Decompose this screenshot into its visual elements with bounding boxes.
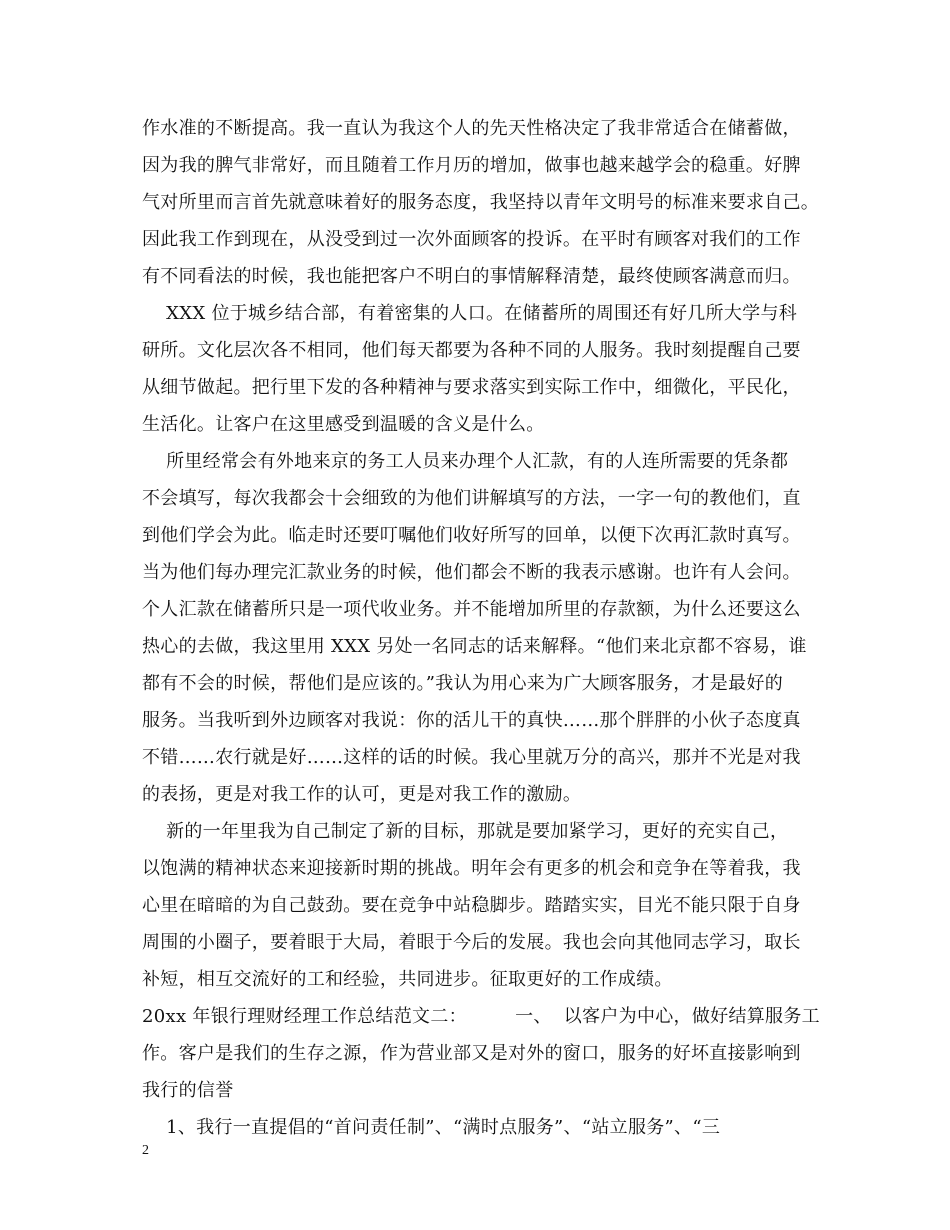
text-line: 作。客户是我们的生存之源，作为营业部又是对外的窗口，服务的好坏直接影响到	[142, 1043, 801, 1064]
text-line: 都有不会的时候，帮他们是应该的。”我认为用心来为广大顾客服务，才是最好的	[142, 673, 783, 694]
text-line: 不会填写，每次我都会十会细致的为他们讲解填写的方法，一字一句的教他们，直	[142, 488, 801, 509]
text-line: XXX 位于城乡结合部，有着密集的人口。在储蓄所的周围还有好几所大学与科	[142, 303, 798, 324]
text-line: 我行的信誉	[142, 1080, 234, 1101]
text-line: 心里在暗暗的为自己鼓劲。要在竞争中站稳脚步。踏踏实实，目光不能只限于自身	[142, 895, 801, 916]
text-line: 研所。文化层次各不相同，他们每天都要为各种不同的人服务。我时刻提醒自己要	[142, 340, 801, 361]
page-number: 2	[142, 1143, 149, 1158]
text-line: 作水准的不断提高。我一直认为我这个人的先天性格决定了我非常适合在储蓄做，	[142, 118, 801, 139]
text-line: 以饱满的精神状态来迎接新时期的挑战。明年会有更多的机会和竞争在等着我，我	[142, 858, 801, 879]
text-line: 因为我的脾气非常好，而且随着工作月历的增加，做事也越来越学会的稳重。好脾	[142, 155, 801, 176]
text-line: 热心的去做，我这里用 XXX 另处一名同志的话来解释。“他们来北京都不容易，谁	[142, 636, 807, 657]
text-line: 1、我行一直提倡的“首问责任制”、“满时点服务”、“站立服务”、“三	[142, 1117, 721, 1138]
text-line: 补短，相互交流好的工和经验，共同进步。征取更好的工作成绩。	[142, 969, 673, 990]
text-line: 有不同看法的时候，我也能把客户不明白的事情解释清楚，最终使顾客满意而归。	[142, 266, 801, 287]
text-line: 气对所里而言首先就意味着好的服务态度，我坚持以青年文明号的标准来要求自己。	[142, 192, 820, 213]
text-line: 新的一年里我为自己制定了新的目标，那就是要加紧学习，更好的充实自己，	[142, 821, 789, 842]
text-line: 因此我工作到现在，从没受到过一次外面顾客的投诉。在平时有顾客对我们的工作	[142, 229, 801, 250]
text-line: 当为他们每办理完汇款业务的时候，他们都会不断的我表示感谢。也许有人会问。	[142, 562, 801, 583]
text-line: 周围的小圈子，要着眼于大局，着眼于今后的发展。我也会向其他同志学习，取长	[142, 932, 801, 953]
text-line: 所里经常会有外地来京的务工人员来办理个人汇款，有的人连所需要的凭条都	[142, 451, 789, 472]
text-line: 到他们学会为此。临走时还要叮嘱他们收好所写的回单，以便下次再汇款时真写。	[142, 525, 801, 546]
text-line: 从细节做起。把行里下发的各种精神与要求落实到实际工作中，细微化，平民化，	[142, 377, 801, 398]
text-line: 的表扬，更是对我工作的认可，更是对我工作的激励。	[142, 784, 582, 805]
text-line: 服务。当我听到外边顾客对我说：你的活儿干的真快……那个胖胖的小伙子态度真	[142, 710, 801, 731]
text-line: 不错……农行就是好……这样的话的时候。我心里就万分的高兴，那并不光是对我	[142, 747, 801, 768]
section-heading-line: 20xx 年银行理财经理工作总结范文二： 一、 以客户为中心，做好结算服务工	[142, 1006, 820, 1027]
text-line: 生活化。让客户在这里感受到温暖的含义是什么。	[142, 414, 545, 435]
text-line: 个人汇款在储蓄所只是一项代收业务。并不能增加所里的存款额，为什么还要这么	[142, 599, 801, 620]
